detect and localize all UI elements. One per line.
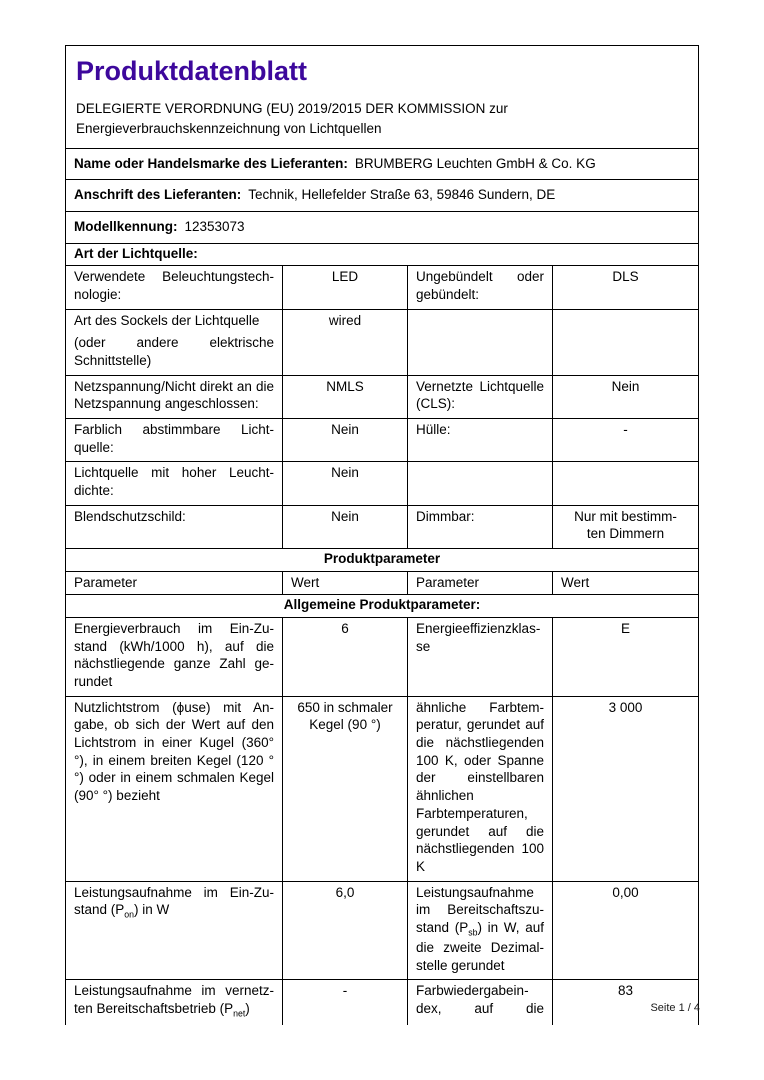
- supplier-name-value: BRUMBERG Leuchten GmbH & Co. KG: [354, 155, 596, 171]
- table-row-clipped: [66, 980, 699, 1025]
- value-cell: 0,00: [553, 881, 699, 980]
- column-header: Wert: [553, 571, 699, 595]
- model-id-label: Modellkennung:: [74, 219, 178, 235]
- regulation-line-1: DELEGIERTE VERORDNUNG (EU) 2019/2015 DER KOMMISSION zur: [76, 101, 508, 117]
- general-params-heading: Allgemeine Produktparameter:: [66, 595, 699, 618]
- page-number: Seite 1 / 4: [650, 1002, 700, 1014]
- supplier-address-value: Technik, Hellefelder Straße 63, 59846 Sundern, DE: [248, 187, 556, 203]
- parameter-cell: Nutzlichtstrom (ϕuse) mit Angabe, ob sich der Wert auf den Lichtstrom in einer Kugel (360° °), in einem breiten Kegel (120 °°) oder in einem schmalen Kegel (90° °) bezieht: [66, 696, 283, 881]
- product-params-heading-row: [66, 549, 699, 572]
- parameter-cell: Leistungsaufnahme im vernetzten Bereitschaftsbetrieb $(P_{net})$: [66, 980, 283, 1025]
- general-params-heading-row: [66, 595, 699, 618]
- value-cell: -: [283, 980, 408, 1025]
- parameter-cell: Leistungsaufnahme im Ein-Zustand $(P_{on})$ in W: [66, 881, 283, 980]
- column-header: Wert: [283, 571, 408, 595]
- parameter-cell: Farblich abstimmbare Lichtquelle:: [66, 419, 283, 462]
- supplier-name-row: [66, 148, 699, 180]
- parameter-cell: Ungebündelt oder gebündelt:: [408, 266, 553, 309]
- supplier-name-label: Name oder Handelsmarke des Lieferanten:: [74, 155, 348, 171]
- supplier-address-row: [66, 180, 699, 212]
- light-source-heading: Art der Lichtquelle:: [66, 243, 699, 266]
- parameter-cell: Vernetzte Lichtquelle (CLS):: [408, 375, 553, 418]
- value-cell: [553, 462, 699, 505]
- table-row: [66, 881, 699, 980]
- parameter-cell: Energieeffizienzklasse: [408, 618, 553, 697]
- value-cell: DLS: [553, 266, 699, 309]
- parameter-cell: ähnliche Farbtemperatur, gerundet auf die nächstliegenden 100 K, oder Spanne der einstellbaren ähnlichen Farbtemperaturen, gerundet auf die nächstliegenden 100 K: [408, 696, 553, 881]
- parameter-cell: Lichtquelle mit hoher Leuchtdichte:: [66, 462, 283, 505]
- value-cell: Nein: [283, 462, 408, 505]
- product-params-heading: Produktparameter: [66, 549, 699, 572]
- light-source-heading-row: [66, 243, 699, 266]
- parameter-cell: Farbwiedergabeindex, auf die: [408, 980, 553, 1025]
- value-cell: 6,0: [283, 881, 408, 980]
- parameter-cell: [408, 462, 553, 505]
- title-row: [66, 46, 699, 149]
- title-cell: [66, 46, 699, 149]
- model-id-row: [66, 212, 699, 244]
- value-cell: 83: [553, 980, 699, 1025]
- table-row: [66, 462, 699, 505]
- table-row: [66, 696, 699, 881]
- parameter-text-line: Art des Sockels der Lichtquelle: [74, 312, 260, 328]
- parameter-text-line: (oder andere elektrische Schnittstelle): [74, 335, 274, 369]
- value-cell: Nein: [283, 505, 408, 548]
- value-cell: Nein: [553, 375, 699, 418]
- value-cell: NMLS: [283, 375, 408, 418]
- value-cell: Nur mit bestimmten Dimmern: [553, 505, 699, 548]
- parameter-cell: [66, 309, 283, 375]
- parameter-cell: Energieverbrauch im Ein-Zustand (kWh/1000 h), auf die nächstliegende ganze Zahl gerundet: [66, 618, 283, 697]
- value-cell: [553, 309, 699, 375]
- parameter-cell: Dimmbar:: [408, 505, 553, 548]
- parameter-cell: [408, 309, 553, 375]
- parameter-cell: Hülle:: [408, 419, 553, 462]
- value-cell: -: [553, 419, 699, 462]
- parameter-cell: Leistungsaufnahme im Bereitschaftszustand $(P_{sb})$ in W, auf die zweite Dezimalstelle gerundet: [408, 881, 553, 980]
- value-cell: E: [553, 618, 699, 697]
- page-title: Produktdatenblatt: [76, 56, 308, 86]
- table-row: [66, 309, 699, 375]
- table-row: [66, 375, 699, 418]
- value-cell: LED: [283, 266, 408, 309]
- value-cell: wired: [283, 309, 408, 375]
- value-cell: 650 in schmaler Kegel (90 °): [283, 696, 408, 881]
- table-row: [66, 618, 699, 697]
- table-row: [66, 419, 699, 462]
- table-row: [66, 505, 699, 548]
- value-cell: 6: [283, 618, 408, 697]
- column-header: Parameter: [66, 571, 283, 595]
- parameter-cell: Netzspannung/Nicht direkt an die Netzspannung angeschlossen:: [66, 375, 283, 418]
- table-row: [66, 266, 699, 309]
- column-header: Parameter: [408, 571, 553, 595]
- regulation-line-2: Energieverbrauchskennzeichnung von Lichtquellen: [76, 120, 382, 136]
- product-datasheet-table: [65, 45, 699, 1025]
- supplier-address-label: Anschrift des Lieferanten:: [74, 187, 242, 203]
- value-cell: 3 000: [553, 696, 699, 881]
- model-id-value: 12353073: [184, 219, 245, 235]
- column-header-row: [66, 571, 699, 595]
- parameter-cell: Blendschutzschild:: [66, 505, 283, 548]
- parameter-cell: Verwendete Beleuchtungstechnologie:: [66, 266, 283, 309]
- value-cell: Nein: [283, 419, 408, 462]
